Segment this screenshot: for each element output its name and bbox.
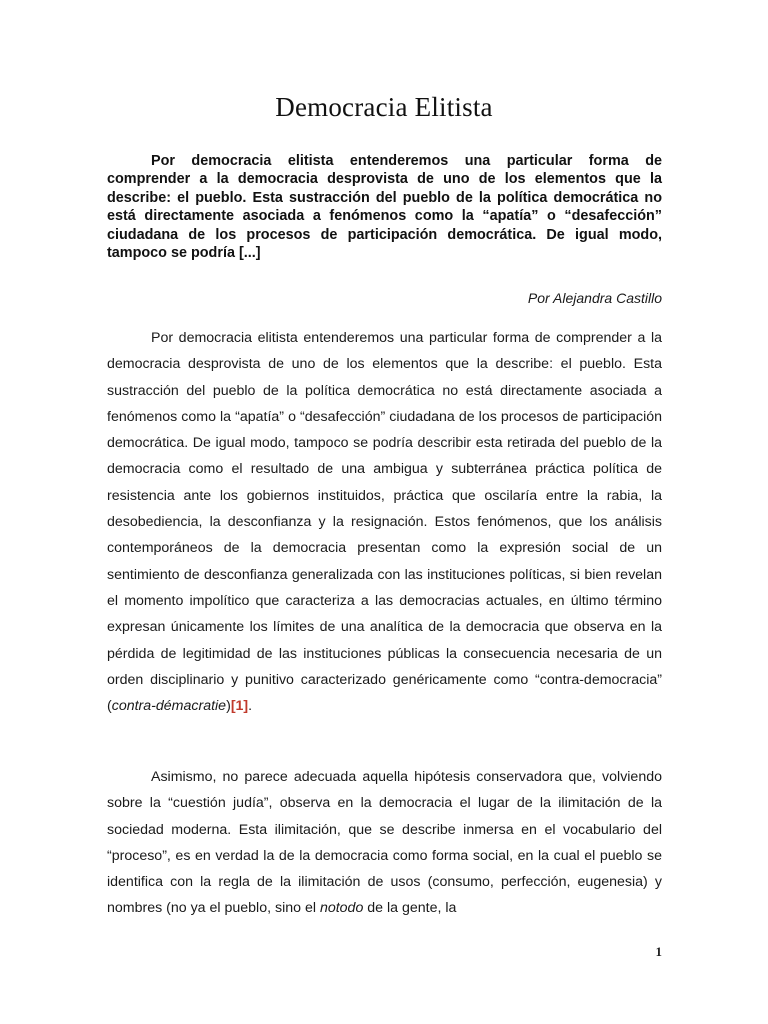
paragraph-1-close-paren: ) [226, 698, 231, 715]
body-paragraph-1 [107, 325, 662, 719]
body-paragraph-2 [107, 764, 662, 922]
page-number: 1 [655, 944, 662, 959]
paragraph-2-text-b: de la gente, la [363, 900, 457, 917]
abstract-paragraph: Por democracia elitista entenderemos una particular forma de comprender a la democracia desprovista de uno de los elementos que la describe: el pueblo. Esta sustracción del pueblo de la política democrática no está directamente asociada a fenómenos como la “apatía” o “desafección” ciudadana de los procesos de participación democrática. De igual modo, tampoco se podría [...] [107, 153, 662, 262]
author-byline: Por Alejandra Castillo [527, 290, 662, 306]
paragraph-1-period: . [248, 698, 253, 715]
paragraph-2-italic-term: notodo [319, 900, 364, 917]
paragraph-2-text-a: Asimismo, no parece adecuada aquella hipótesis conservadora que, volviendo sobre la “cuestión judía”, observa en la democracia el lugar de la ilimitación de la sociedad moderna. Esta ilimitación, que se describe inmersa en el vocabulario del “proceso”, es en verdad la de la democracia como forma social, en la cual el pueblo se identifica con la regla de la ilimitación de usos (consumo, perfección, eugenesia) y nombres (no ya el pueblo, sino el [107, 769, 662, 917]
paragraph-1-text: Por democracia elitista entenderemos una particular forma de comprender a la democracia desprovista de uno de los elementos que la describe: el pueblo. Esta sustracción del pueblo de la política democrática no está directamente asociada a fenómenos como la “apatía” o “desafección” ciudadana de los procesos de participación democrática. De igual modo, tampoco se podría describir esta retirada del pueblo de la democracia como el resultado de una ambigua y subterránea práctica política de resistencia ante los gobiernos instituidos, práctica que oscilaría entre la rabia, la desobediencia, la desconfianza y la resignación. Estos fenómenos, que los análisis contemporáneos de la democracia presentan como la expresión social de un sentimiento de desconfianza generalizada con las instituciones políticas, si bien revelan el momento impolítico que caracteriza a las democracias actuales, en último término expresan únicamente los límites de una analítica de la democracia que observa en la pérdida de legitimidad de las instituciones públicas la consecuencia necesaria de un orden disciplinario y punitivo caracterizado genéricamente como “contra-democracia” ( [107, 330, 662, 715]
document-title: Democracia Elitista [275, 92, 493, 122]
paragraph-1-italic-term: contra-démacratie [111, 698, 227, 715]
footnote-reference-link[interactable]: [1] [230, 698, 249, 715]
